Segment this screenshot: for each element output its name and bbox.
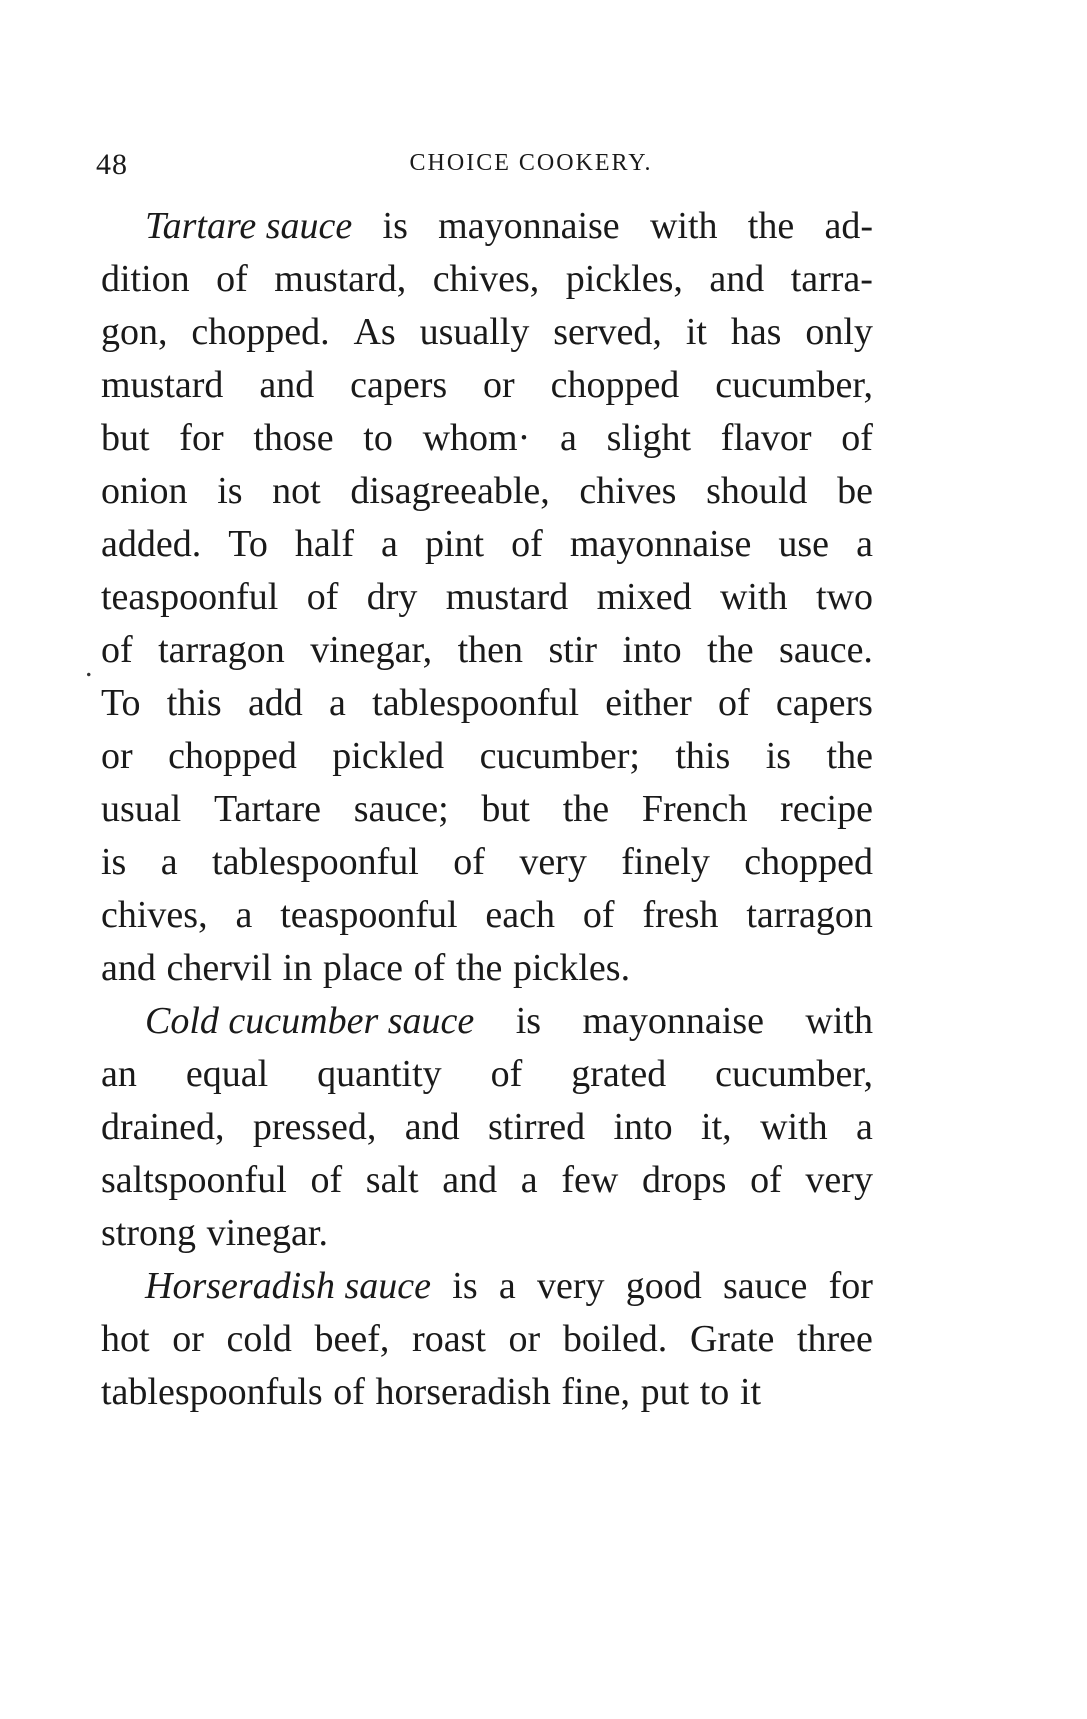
word: or	[101, 735, 133, 777]
word: but	[481, 788, 530, 830]
word: boiled.	[562, 1318, 668, 1360]
paragraph	[101, 200, 873, 995]
word: pressed,	[252, 1106, 377, 1148]
word: place	[322, 947, 403, 989]
word: of	[750, 1159, 782, 1201]
word: salt	[365, 1159, 419, 1201]
word: or	[483, 364, 515, 406]
word: pint	[424, 523, 485, 565]
word: sauce	[722, 1265, 808, 1307]
word: few	[561, 1159, 619, 1201]
word: pickles,	[565, 258, 683, 300]
word: hot	[101, 1318, 150, 1360]
word: To	[228, 523, 268, 565]
word: stirred	[488, 1106, 586, 1148]
word: and	[709, 258, 765, 300]
word: into	[622, 629, 682, 671]
word: teaspoonful	[280, 894, 458, 936]
word: French	[641, 788, 748, 830]
word: mayonnaise	[582, 1000, 764, 1042]
word: with	[649, 205, 718, 247]
word: for	[828, 1265, 873, 1307]
text-line	[101, 200, 873, 253]
word: two	[815, 576, 873, 618]
word: roast	[412, 1318, 486, 1360]
text-line	[101, 1260, 873, 1313]
word: it	[739, 1371, 762, 1413]
word: a	[381, 523, 398, 565]
word: stir	[548, 629, 598, 671]
page-number: 48	[96, 148, 128, 181]
word: a	[329, 682, 346, 724]
text-line	[101, 942, 873, 995]
word: tablespoonful	[372, 682, 580, 724]
word: vinegar,	[310, 629, 433, 671]
word: chopped	[550, 364, 680, 406]
paragraph	[101, 1260, 873, 1419]
word: of	[718, 682, 750, 724]
word: those	[253, 417, 334, 459]
word: whom·	[422, 417, 531, 459]
word: served,	[553, 311, 662, 353]
word: of	[333, 1371, 365, 1413]
word: in	[282, 947, 313, 989]
text-line	[101, 465, 873, 518]
word: of	[490, 1053, 523, 1095]
word: drops	[641, 1159, 727, 1201]
word: cucumber;	[479, 735, 640, 777]
word: To	[101, 682, 141, 724]
word: of	[101, 629, 133, 671]
word: equal	[185, 1053, 269, 1095]
text-line	[101, 836, 873, 889]
word: slight	[606, 417, 692, 459]
word: of	[216, 258, 248, 300]
word: but	[101, 417, 150, 459]
word: chives,	[101, 894, 208, 936]
word: a	[856, 523, 873, 565]
word: the	[455, 947, 503, 989]
word: the	[562, 788, 610, 830]
word: a	[856, 1106, 873, 1148]
text-line	[101, 677, 873, 730]
word: very	[805, 1159, 873, 1201]
word: very	[519, 841, 587, 883]
word: it,	[701, 1106, 732, 1148]
word: and	[404, 1106, 460, 1148]
word: then	[457, 629, 524, 671]
word: chives	[579, 470, 677, 512]
word: should	[706, 470, 808, 512]
word: usual	[101, 788, 182, 830]
word: a	[235, 894, 253, 936]
word: use	[778, 523, 830, 565]
word: chopped	[168, 735, 297, 777]
word: flavor	[720, 417, 812, 459]
word: mayonnaise	[569, 523, 752, 565]
word: cold	[226, 1318, 292, 1360]
word: three	[796, 1318, 873, 1360]
word: drained,	[101, 1106, 225, 1148]
word: finely	[621, 841, 710, 883]
text-line	[101, 1313, 873, 1366]
word: chopped	[744, 841, 873, 883]
word: is	[765, 735, 792, 777]
word: of	[511, 523, 543, 565]
word: tarragon	[746, 894, 873, 936]
italic-term: Tartare sauce	[145, 205, 353, 247]
word: the	[707, 629, 754, 671]
word: is	[217, 470, 243, 512]
word: the	[826, 735, 873, 777]
word: is	[452, 1265, 478, 1307]
paragraph	[101, 995, 873, 1260]
word: mayonnaise	[438, 205, 620, 247]
word: a	[160, 841, 178, 883]
word: with	[719, 576, 788, 618]
text-line	[101, 571, 873, 624]
word: very	[536, 1265, 605, 1307]
word: it	[685, 311, 707, 353]
word: half	[294, 523, 354, 565]
word: sauce;	[353, 788, 449, 830]
word: capers	[775, 682, 873, 724]
word: pickles.	[512, 947, 631, 989]
word: a	[559, 417, 577, 459]
word: be	[837, 470, 873, 512]
word: add	[247, 682, 303, 724]
word: with	[805, 1000, 873, 1042]
word: of	[310, 1159, 343, 1201]
word: ad-	[824, 205, 873, 247]
word: an	[101, 1053, 137, 1095]
word: or	[172, 1318, 204, 1360]
page-header	[96, 148, 966, 188]
word: sauce.	[779, 629, 873, 671]
word: to	[699, 1371, 730, 1413]
word: grated	[571, 1053, 667, 1095]
word: As	[353, 311, 396, 353]
word: added.	[101, 523, 202, 565]
word: Tartare	[213, 788, 321, 830]
word: cucumber,	[715, 364, 873, 406]
word: vinegar.	[206, 1212, 328, 1254]
word: into	[613, 1106, 673, 1148]
word: this	[675, 735, 731, 777]
word: is	[101, 841, 127, 883]
text-line	[101, 995, 873, 1048]
word: gon,	[101, 311, 168, 353]
word: of	[453, 841, 485, 883]
word: tarragon	[158, 629, 285, 671]
word: horseradish	[375, 1371, 551, 1413]
italic-term: Horseradish sauce	[145, 1265, 432, 1307]
word: disagreeable,	[350, 470, 550, 512]
word: of	[413, 947, 446, 989]
body-text	[101, 200, 873, 1419]
word: only	[805, 311, 873, 353]
word: either	[605, 682, 692, 724]
word: quantity	[317, 1053, 442, 1095]
text-line	[101, 359, 873, 412]
word: beef,	[314, 1318, 390, 1360]
word: and	[442, 1159, 498, 1201]
word: a	[520, 1159, 538, 1201]
text-line	[101, 1048, 873, 1101]
word: dition	[101, 258, 190, 300]
word: each	[485, 894, 556, 936]
word: is	[515, 1000, 542, 1042]
word: tablespoonful	[212, 841, 419, 883]
word: strong	[101, 1212, 196, 1254]
text-line	[101, 1366, 873, 1419]
word: chervil	[166, 947, 273, 989]
stray-print-mark: .	[85, 650, 93, 683]
text-line	[101, 889, 873, 942]
word: fresh	[642, 894, 719, 936]
text-line	[101, 624, 873, 677]
word: pickled	[332, 735, 445, 777]
word: and	[259, 364, 315, 406]
word: chives,	[432, 258, 540, 300]
word: cucumber,	[715, 1053, 873, 1095]
word: teaspoonful	[101, 576, 279, 618]
text-line	[101, 1101, 873, 1154]
word: or	[508, 1318, 541, 1360]
word: onion	[101, 470, 188, 512]
text-line	[101, 518, 873, 571]
word: capers	[350, 364, 448, 406]
word: mustard	[445, 576, 569, 618]
word: usually	[419, 311, 530, 353]
word: of	[582, 894, 615, 936]
text-line	[101, 412, 873, 465]
word: put	[640, 1371, 690, 1413]
word: a	[498, 1265, 516, 1307]
word: tablespoonfuls	[101, 1371, 323, 1413]
word: is	[382, 205, 408, 247]
word: recipe	[780, 788, 873, 830]
word: saltspoonful	[101, 1159, 287, 1201]
word: mustard,	[274, 258, 407, 300]
word: mixed	[596, 576, 692, 618]
text-line	[101, 306, 873, 359]
text-line	[101, 253, 873, 306]
word: of	[306, 576, 339, 618]
text-line	[101, 1154, 873, 1207]
word: tarra-	[790, 258, 873, 300]
text-line	[101, 783, 873, 836]
word: mustard	[101, 364, 224, 406]
word: for	[179, 417, 224, 459]
word: to	[363, 417, 393, 459]
word: of	[841, 417, 873, 459]
word: chopped.	[191, 311, 330, 353]
word: has	[730, 311, 782, 353]
word: fine,	[561, 1371, 630, 1413]
text-line	[101, 730, 873, 783]
word: good	[625, 1265, 702, 1307]
italic-term: Cold cucumber sauce	[145, 1000, 475, 1042]
word: the	[747, 205, 795, 247]
word: dry	[366, 576, 418, 618]
running-title: CHOICE COOKERY.	[409, 150, 653, 176]
word: with	[760, 1106, 828, 1148]
text-line	[101, 1207, 873, 1260]
word: and	[101, 947, 156, 989]
word: not	[272, 470, 321, 512]
word: Grate	[689, 1318, 775, 1360]
word: this	[166, 682, 222, 724]
